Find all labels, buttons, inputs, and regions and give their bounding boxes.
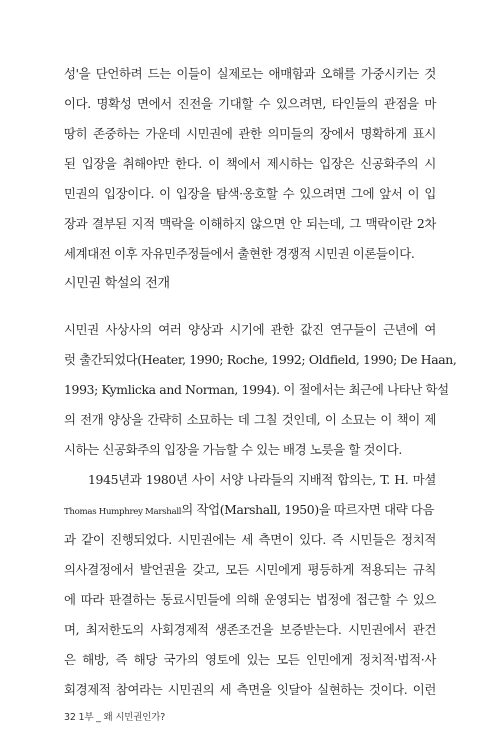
text-line: 세계대전 이후 자유민주정들에서 출현한 경쟁적 시민권 이론들이다. xyxy=(64,246,415,261)
text-line: 의사결정에서 발언권을 갖고, 모든 시민에게 평등하게 적용되는 규칙 xyxy=(64,562,436,577)
text-line: 성'을 단언하려 드는 이들이 실제로는 애매함과 오해를 가중시키는 것 xyxy=(64,66,436,81)
text-line: 된 입장을 취해야만 한다. 이 책에서 제시하는 입장은 신공화주의 시 xyxy=(64,156,436,171)
text-line: 땅히 존중하는 가운데 시민권에 관한 의미들의 장에서 명확하게 표시 xyxy=(64,126,436,141)
text-line: 장과 결부된 지적 맥락을 이해하지 않으면 안 되는데, 그 맥락이란 2차 xyxy=(64,216,436,231)
text-line-indented: 1945년과 1980년 사이 서양 나라들의 지배적 합의는, T. H. 마셜 xyxy=(88,472,436,487)
text-line: 시하는 신공화주의 입장을 가늠할 수 있는 배경 노릇을 할 것이다. xyxy=(64,442,402,457)
text-line: 회경제적 참여라는 시민권의 세 측면을 잇달아 실현하는 것이다. 이런 xyxy=(64,682,436,697)
text-line: 1993; Kymlicka and Norman, 1994). 이 절에서는 최근에 나타난 학설 xyxy=(64,382,449,397)
text-line: 은 해방, 즉 해당 국가의 영토에 있는 모든 인민에게 정치적·법적·사 xyxy=(64,652,436,667)
section-heading: 시민권 학설의 전개 xyxy=(64,276,170,291)
text-line: 과 같이 진행되었다. 시민권에는 세 측면이 있다. 즉 시민들은 정치적 xyxy=(64,532,436,547)
text-line: 며, 최저한도의 사회경제적 생존조건을 보증받는다. 시민권에서 관건 xyxy=(64,622,436,637)
page-footer: 32 1부 _ 왜 시민권인가? xyxy=(64,712,166,723)
text-line-rest: 의 작업(Marshall, 1950)을 따르자면 대략 다음 xyxy=(181,502,435,517)
text-line: 민권의 입장이다. 이 입장을 탐색·옹호할 수 있으려면 그에 앞서 이 입 xyxy=(64,186,436,201)
text-line: 시민권 사상사의 여러 양상과 시기에 관한 값진 연구들이 근년에 여 xyxy=(64,322,436,337)
text-line: 이다. 명확성 면에서 진전을 기대할 수 있으려면, 타인들의 관점을 마 xyxy=(64,96,436,111)
text-line: 에 따라 판결하는 동료시민들에 의해 운영되는 법정에 접근할 수 있으 xyxy=(64,592,436,607)
text-line: 의 전개 양상을 간략히 소묘하는 데 그칠 것인데, 이 소묘는 이 책이 제 xyxy=(64,412,436,427)
marshall-full-name: Thomas Humphrey Marshall xyxy=(64,507,182,517)
text-line: 럿 출간되었다(Heater, 1990; Roche, 1992; Oldfield, 1990; De Haan, xyxy=(64,352,457,367)
text-line xyxy=(64,502,436,520)
